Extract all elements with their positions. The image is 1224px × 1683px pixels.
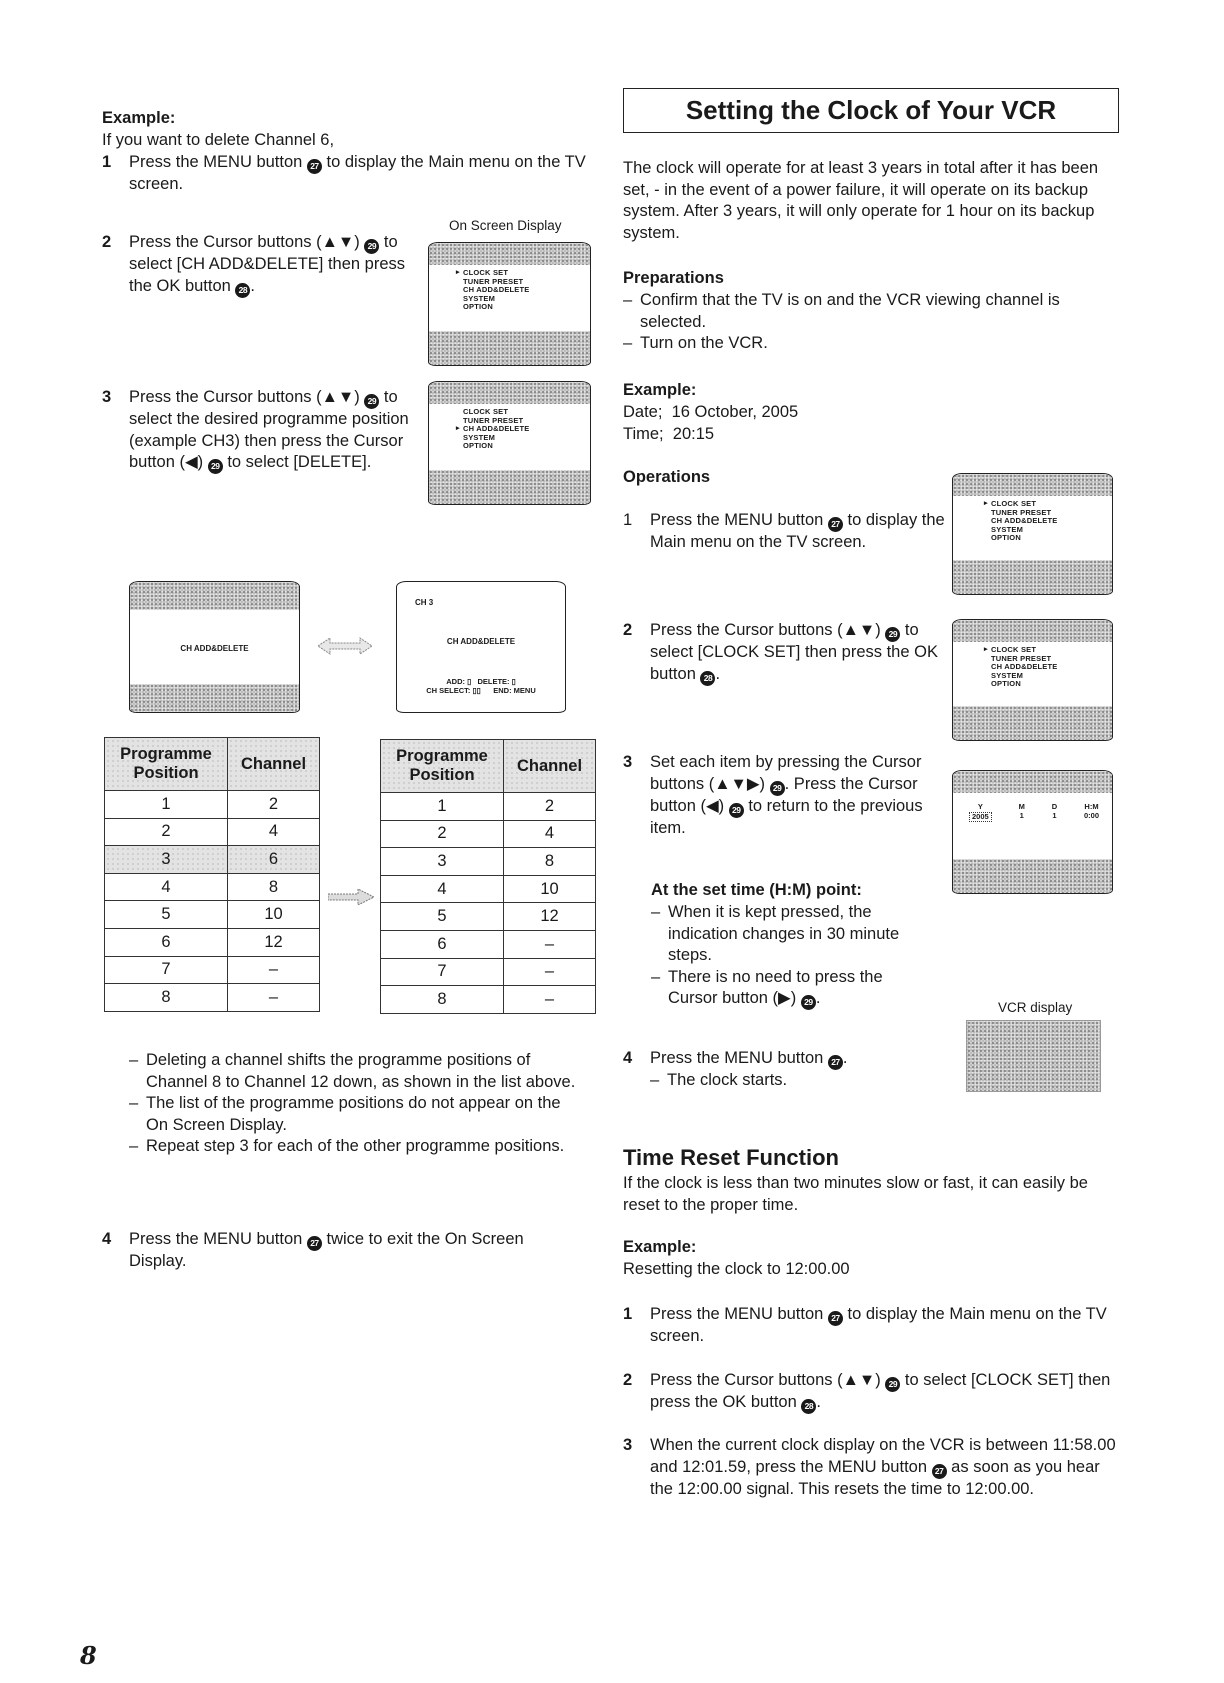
osd-header-band xyxy=(130,582,299,610)
example-heading: Example: xyxy=(623,381,697,399)
table-row: 6 – xyxy=(381,930,596,958)
clock-field-month: M 1 xyxy=(1018,802,1025,820)
step-note: – The clock starts. xyxy=(650,1070,943,1092)
osd-menu-item: CH ADD&DELETE xyxy=(463,285,530,294)
button-ref-icon: 29 xyxy=(364,239,379,254)
table-row: 4 10 xyxy=(381,875,596,903)
table-row: 3 8 xyxy=(381,848,596,876)
time-reset-intro: If the clock is less than two minutes slow or fast, it can easily be reset to the proper time. xyxy=(623,1174,1088,1214)
button-ref-icon: 27 xyxy=(932,1464,947,1479)
osd-footer-band xyxy=(429,470,590,504)
button-ref-icon: 27 xyxy=(307,159,322,174)
table-row: 5 12 xyxy=(381,903,596,931)
column-header: Channel xyxy=(228,738,320,791)
time-reset-step-1: 1 Press the MENU button 27 to display the Main menu on the TV screen. xyxy=(623,1305,1107,1345)
osd-add-delete-line: ADD: ▯ DELETE: ▯ xyxy=(446,677,516,686)
osd-footer-band xyxy=(953,706,1112,740)
button-ref-icon: 28 xyxy=(700,671,715,686)
right-step-3: 3 Set each item by pressing the Cursor buttons (▲▼▶) 29 . Press the Cursor button (◀) 29 to return to the previous item. xyxy=(623,753,923,837)
osd-menu-list xyxy=(991,500,1058,543)
page-number: 8 xyxy=(80,1641,97,1670)
time-reset-example-heading: Example: xyxy=(623,1238,697,1256)
osd-menu-item: TUNER PRESET xyxy=(991,507,1052,517)
programme-table-before xyxy=(104,737,320,1012)
osd-menu-item: OPTION xyxy=(463,302,493,311)
osd-menu-item: SYSTEM xyxy=(463,432,496,442)
page-title: Setting the Clock of Your VCR xyxy=(685,95,1057,125)
set-time-heading: At the set time (H:M) point: xyxy=(651,881,862,899)
vcr-display-caption: VCR display xyxy=(998,1000,1073,1015)
osd-select-end-line: CH SELECT: ▯▯ END: MENU xyxy=(426,686,536,695)
osd-menu-list xyxy=(991,646,1058,689)
osd-menu-item: CH ADD&DELETE xyxy=(991,516,1058,525)
table-row: 4 8 xyxy=(105,873,320,901)
osd-header-band xyxy=(429,243,590,265)
step-number: 4 xyxy=(623,1049,633,1067)
step-number: 2 xyxy=(623,1371,633,1389)
column-header: Channel xyxy=(504,740,596,793)
osd-footer-band xyxy=(130,684,299,712)
table-row: 8 – xyxy=(381,986,596,1014)
step-number: 3 xyxy=(623,1436,633,1454)
right-step-1: 1 Press the MENU button 27 to display the Main menu on the TV screen. xyxy=(623,511,945,551)
button-ref-icon: 28 xyxy=(235,283,250,298)
table-row: 1 2 xyxy=(105,791,320,819)
button-ref-icon: 28 xyxy=(801,1399,816,1414)
step-number: 3 xyxy=(102,388,112,406)
osd-menu-item: CLOCK SET xyxy=(463,407,509,416)
osd-clock-set-screen xyxy=(952,770,1113,894)
osd-label: CH ADD&DELETE xyxy=(180,644,249,653)
example-date: Date; 16 October, 2005 xyxy=(623,403,799,421)
osd-main-menu-screen xyxy=(952,473,1113,595)
preparation-item: – Turn on the VCR. xyxy=(623,333,1118,355)
double-arrow-icon xyxy=(318,636,372,656)
intro-paragraph: The clock will operate for at least 3 years in total after it has been set, - in the event of a power failure, it will operate on its backup system. After 3 years, it will only operate for 1 hour on its backup system. xyxy=(623,159,1099,242)
button-ref-icon: 29 xyxy=(885,627,900,642)
table-row-highlighted: 3 6 xyxy=(105,846,320,874)
button-ref-icon: 29 xyxy=(885,1377,900,1392)
step-number: 1 xyxy=(623,511,633,529)
osd-header-band xyxy=(953,771,1112,793)
time-reset-step-2: 2 Press the Cursor buttons (▲▼) 29 to select [CLOCK SET] then press the OK button 28 . xyxy=(623,1370,1118,1414)
table-row: 2 4 xyxy=(381,820,596,848)
time-reset-step-3: 3 When the current clock display on the VCR is between 11:58.00 and 12:01.59, press the MENU button 27 as soon as you hear the 12:00.00 signal. This resets the time to 12:00.00. xyxy=(623,1436,1116,1498)
column-header: Programme Position xyxy=(381,740,504,793)
osd-header-band xyxy=(953,474,1112,496)
example-intro: If you want to delete Channel 6, xyxy=(102,131,335,149)
step-number: 4 xyxy=(102,1230,112,1248)
osd-menu-item: OPTION xyxy=(991,679,1021,688)
osd-menu-item: TUNER PRESET xyxy=(463,415,524,425)
set-time-notes xyxy=(651,902,936,1010)
notes-list xyxy=(129,1050,579,1158)
time-reset-heading: Time Reset Function xyxy=(623,1145,839,1170)
osd-menu-item: SYSTEM xyxy=(463,293,496,303)
time-reset-example-text: Resetting the clock to 12:00.00 xyxy=(623,1260,850,1278)
osd-menu-item: ▸ CLOCK SET xyxy=(463,269,530,278)
osd-menu-item: OPTION xyxy=(463,441,493,450)
osd-footer-band xyxy=(429,331,590,365)
osd-menu-list xyxy=(463,408,530,451)
step-number: 1 xyxy=(102,153,112,171)
osd-header-band xyxy=(429,382,590,404)
osd-label: CH ADD&DELETE xyxy=(446,637,516,646)
example-heading: Example: xyxy=(102,109,176,127)
table-row: 8 – xyxy=(105,984,320,1012)
clock-field-year: Y 2005 xyxy=(969,803,992,822)
example-time: Time; 20:15 xyxy=(623,425,715,443)
button-ref-icon: 27 xyxy=(828,1311,843,1326)
osd-menu-item: SYSTEM xyxy=(991,524,1024,534)
button-ref-icon: 29 xyxy=(801,995,816,1010)
button-ref-icon: 27 xyxy=(828,1055,843,1070)
clock-field-time: H:M 0:00 xyxy=(1083,802,1099,820)
left-step-3: 3 Press the Cursor buttons (▲▼) 29 to select the desired programme position (example CH3) then press the Cursor button (◀) 29 to select [DELETE]. xyxy=(102,387,417,474)
ch-add-delete-screen-left xyxy=(129,581,300,713)
osd-footer-band xyxy=(953,859,1112,893)
note-item: – When it is kept pressed, the indication changes in 30 minute steps. xyxy=(651,902,936,967)
preparation-item: – Confirm that the TV is on and the VCR viewing channel is selected. xyxy=(623,290,1118,333)
table-row: 7 – xyxy=(105,956,320,984)
right-step-4: 4 Press the MENU button 27 . – The clock starts. xyxy=(623,1048,943,1092)
note-item: – Deleting a channel shifts the programme positions of Channel 8 to Channel 12 down, as shown in the list above. xyxy=(129,1050,579,1093)
clock-field-day: D 1 xyxy=(1051,802,1058,820)
osd-menu-item: ▸ CLOCK SET xyxy=(991,646,1058,655)
button-ref-icon: 29 xyxy=(208,459,223,474)
osd-menu-list xyxy=(463,269,530,312)
osd-menu-item: TUNER PRESET xyxy=(991,653,1052,663)
table-row: 6 12 xyxy=(105,928,320,956)
table-row: 5 10 xyxy=(105,901,320,929)
step-number: 1 xyxy=(623,1305,633,1323)
osd-menu-item: ▸ CH ADD&DELETE xyxy=(463,425,530,434)
button-ref-icon: 27 xyxy=(828,517,843,532)
step-number: 2 xyxy=(623,621,633,639)
table-row: 1 2 xyxy=(381,793,596,821)
ch-add-delete-screen-right xyxy=(396,581,566,713)
table-row: 7 – xyxy=(381,958,596,986)
preparations-heading: Preparations xyxy=(623,269,724,287)
osd-main-menu-screen xyxy=(428,242,591,366)
left-step-1: 1 Press the MENU button 27 to display the Main menu on the TV screen. xyxy=(102,153,586,193)
operations-heading: Operations xyxy=(623,468,711,486)
osd-main-menu-screen xyxy=(428,381,591,505)
osd-header-band xyxy=(953,620,1112,642)
section-title-box xyxy=(623,88,1119,133)
osd-menu-item: CH ADD&DELETE xyxy=(991,662,1058,671)
note-item: – The list of the programme positions do not appear on the On Screen Display. xyxy=(129,1093,579,1136)
right-arrow-icon xyxy=(328,889,374,905)
osd-menu-item: TUNER PRESET xyxy=(463,276,524,286)
osd-main-menu-screen xyxy=(952,619,1113,741)
note-item: – Repeat step 3 for each of the other programme positions. xyxy=(129,1136,579,1158)
note-item: – There is no need to press the Cursor button (▶) 29 . xyxy=(651,967,936,1011)
preparations-list xyxy=(623,290,1118,355)
button-ref-icon: 27 xyxy=(307,1236,322,1251)
osd-menu-item: ▸ CLOCK SET xyxy=(991,500,1058,509)
left-step-4: 4 Press the MENU button 27 twice to exit the On Screen Display. xyxy=(102,1230,524,1270)
left-step-2: 2 Press the Cursor buttons (▲▼) 29 to select [CH ADD&DELETE] then press the OK button 28 . xyxy=(102,232,412,298)
osd-channel: CH 3 xyxy=(415,598,434,607)
osd-menu-item: SYSTEM xyxy=(991,670,1024,680)
osd-footer-band xyxy=(953,560,1112,594)
right-step-2: 2 Press the Cursor buttons (▲▼) 29 to select [CLOCK SET] then press the OK button 28 . xyxy=(623,620,943,686)
button-ref-icon: 29 xyxy=(770,781,785,796)
programme-table-after xyxy=(380,739,596,1014)
step-number: 3 xyxy=(623,753,633,771)
clock-fields xyxy=(969,803,1099,822)
button-ref-icon: 29 xyxy=(364,394,379,409)
step-number: 2 xyxy=(102,233,112,251)
button-ref-icon: 29 xyxy=(729,803,744,818)
osd-caption: On Screen Display xyxy=(449,218,562,233)
table-row: 2 4 xyxy=(105,818,320,846)
osd-menu-item: OPTION xyxy=(991,533,1021,542)
vcr-display-panel xyxy=(966,1020,1101,1092)
column-header: Programme Position xyxy=(105,738,228,791)
